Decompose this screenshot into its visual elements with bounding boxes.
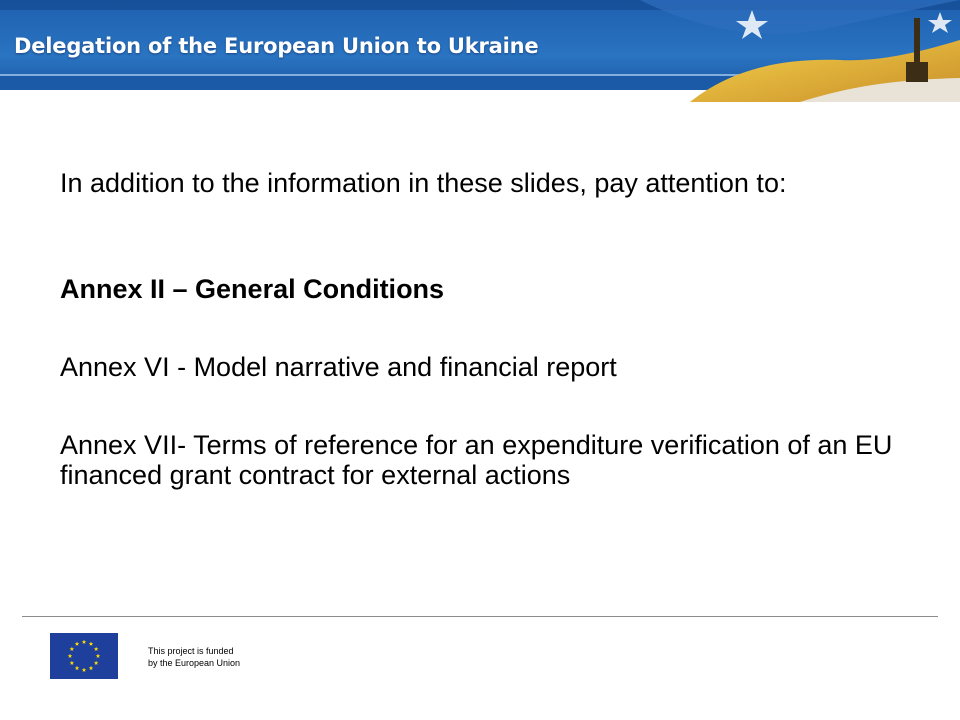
funding-line-1: This project is funded xyxy=(148,646,234,656)
annex-vi-item: Annex VI - Model narrative and financial report xyxy=(60,352,617,382)
annex-ii-item: Annex II – General Conditions xyxy=(60,274,445,304)
annex-vii-item: Annex VII- Terms of reference for an expenditure verification of an EU financed grant contract for external actions xyxy=(60,430,893,490)
intro-text: In addition to the information in these slides, pay attention to: xyxy=(60,168,787,198)
eu-flag-icon xyxy=(50,633,118,679)
footer-divider xyxy=(22,616,938,617)
funding-line-2: by the European Union xyxy=(148,658,241,668)
funding-notice xyxy=(148,645,240,669)
header-banner xyxy=(0,0,960,102)
banner-title: Delegation of the European Union to Ukraine xyxy=(14,34,539,58)
